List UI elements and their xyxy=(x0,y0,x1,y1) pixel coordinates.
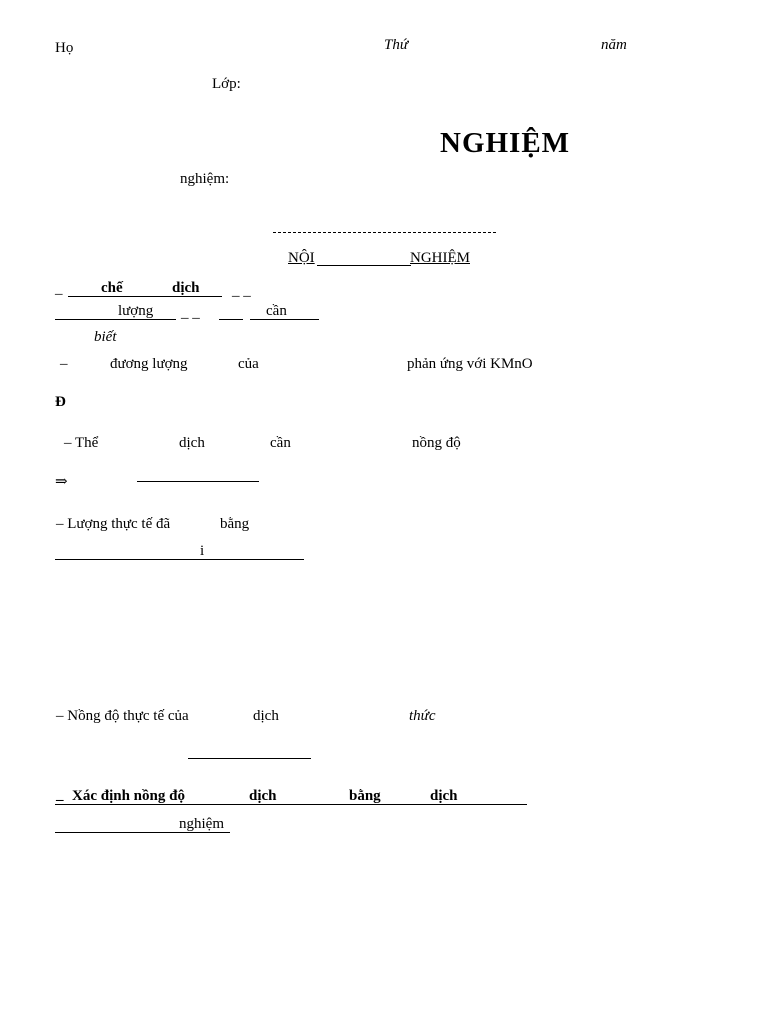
dashed-divider xyxy=(273,232,496,233)
part1-dash: _ xyxy=(55,281,63,297)
part2-nghiem: nghiệm xyxy=(179,816,224,832)
part2-lead: _ xyxy=(56,787,64,803)
duong-luong-cua: của xyxy=(238,356,259,372)
implies-arrow: ⇒ xyxy=(55,472,68,490)
fraction-line-2 xyxy=(188,758,311,759)
part1-dich: dịch xyxy=(172,280,200,296)
page-title: NGHIỆM xyxy=(440,127,571,159)
phan-ung-text: phản ứng với KMnO xyxy=(407,356,533,372)
d-letter: Đ xyxy=(55,394,66,410)
section-title-underline xyxy=(317,265,411,266)
section-title-left: NỘI xyxy=(288,250,315,266)
part2-dich-1: dịch xyxy=(249,788,277,804)
nong-do-thuc-te-text: – Nồng độ thực tế của xyxy=(56,708,189,724)
the-can: cần xyxy=(270,435,291,451)
fraction-line-1 xyxy=(137,481,259,482)
section-title-right: NGHIỆM xyxy=(410,250,470,266)
part2-xac-dinh: Xác định nồng độ xyxy=(72,788,185,804)
part1-can: cần xyxy=(266,303,287,319)
part1-biet: biết xyxy=(94,329,117,345)
part1-mid-dashes: _ _ xyxy=(181,305,200,321)
the-text: – Thể xyxy=(64,435,99,451)
part2-underline xyxy=(55,804,527,805)
part1-che: chế xyxy=(101,280,123,296)
lop-label: Lớp: xyxy=(212,76,241,92)
the-nong-do: nồng độ xyxy=(412,435,461,451)
luong-blank-line xyxy=(55,559,304,560)
short-blank xyxy=(219,319,243,320)
part1-luong: lượng xyxy=(118,303,154,319)
ho-label: Họ xyxy=(55,40,74,56)
part1-underline xyxy=(68,296,222,297)
nghiem-underline xyxy=(55,832,230,833)
part2-dich-2: dịch xyxy=(430,788,458,804)
luong-bang: bằng xyxy=(220,516,250,532)
luong-thuc-te-text: – Lượng thực tế đã xyxy=(56,516,171,532)
the-dich: dịch xyxy=(179,435,205,451)
luong-i-char: i xyxy=(200,543,205,559)
can-underline xyxy=(250,319,319,320)
subtitle-label: nghiệm: xyxy=(180,171,230,187)
part1-trailing-dashes: _ _ xyxy=(232,283,251,299)
part2-bang: bằng xyxy=(349,788,381,804)
nong-do-dich: dịch xyxy=(253,708,279,724)
nam-label: năm xyxy=(601,37,627,53)
duong-luong-text: đương lượng xyxy=(110,356,188,372)
luong-underline xyxy=(55,319,176,320)
thu-label: Thứ xyxy=(384,37,409,53)
nong-do-thuc: thức xyxy=(409,708,436,724)
duong-luong-dash: – xyxy=(60,356,68,372)
